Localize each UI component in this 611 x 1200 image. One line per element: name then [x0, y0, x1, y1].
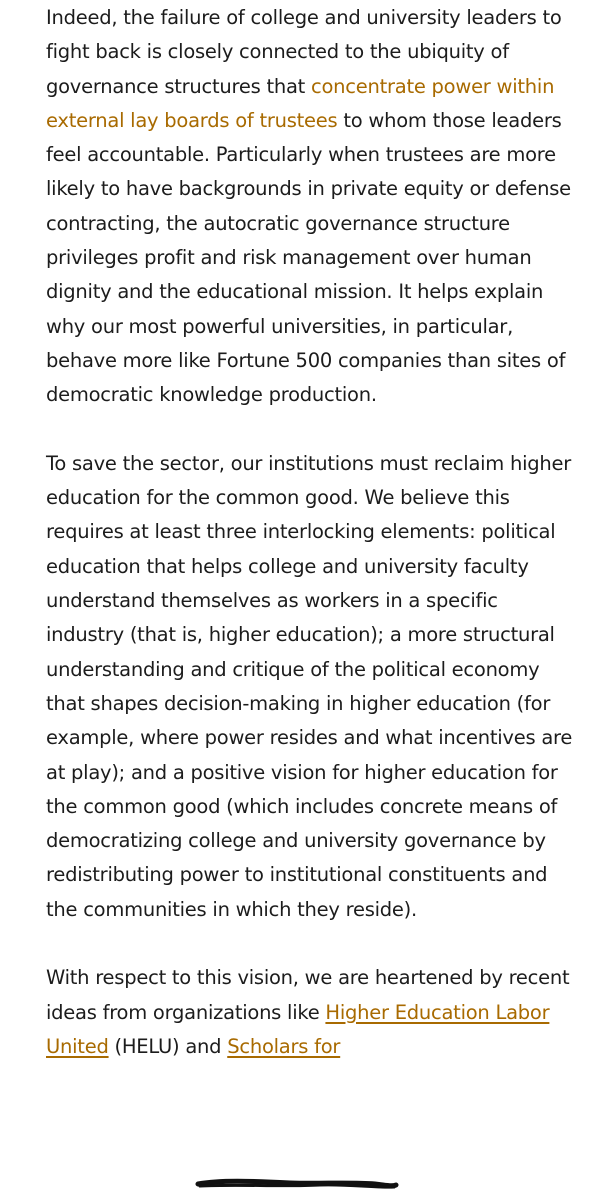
paragraph-text: To save the sector, our institutions must reclaim higher education for the common good. We believe this requires at least three interlocking elements: political education that helps college and university faculty understand themselves as workers in a specific industry (that is, higher education); a more structural understanding and critique of the political economy that shapes decision-making in higher education (for example, where power resides and what incentives are at play); and a positive vision for higher education for the common good (which includes concrete means of democratizing college and university governance by redistributing power to institutional constituents and the communities in which they reside).: [46, 451, 573, 921]
paragraph-text: Indeed, the failure of college and university leaders to fight back is closely connected to the ubiquity of governance structures that: [46, 6, 562, 98]
redacted-text: (HELU) and: [108, 1034, 228, 1058]
paragraph-common-good: [46, 447, 576, 927]
article-body: [46, 0, 576, 1099]
paragraph-governance: [46, 1, 576, 413]
trustees-link[interactable]: concentrate power within external lay boards of trustees: [46, 74, 555, 132]
paragraph-vision: [46, 961, 576, 1064]
paragraph-text: to whom those leaders feel accountable. Particularly when trustees are more likely to have backgrounds in private equity or defense contracting, the autocratic governance structure privileges profit and risk management over human dignity and the educational mission. It helps explain why our most powerful universities, in particular, behave more like Fortune 500 companies than sites of democratic knowledge production.: [46, 108, 571, 407]
helu-link[interactable]: Higher Education Labor United: [46, 1000, 550, 1058]
scholars-link[interactable]: Scholars for: [227, 1034, 341, 1058]
pen-scribble-redaction: [160, 1172, 400, 1196]
paragraph-text: With respect to this vision, we are heartened by recent ideas from organizations like: [46, 966, 570, 1024]
